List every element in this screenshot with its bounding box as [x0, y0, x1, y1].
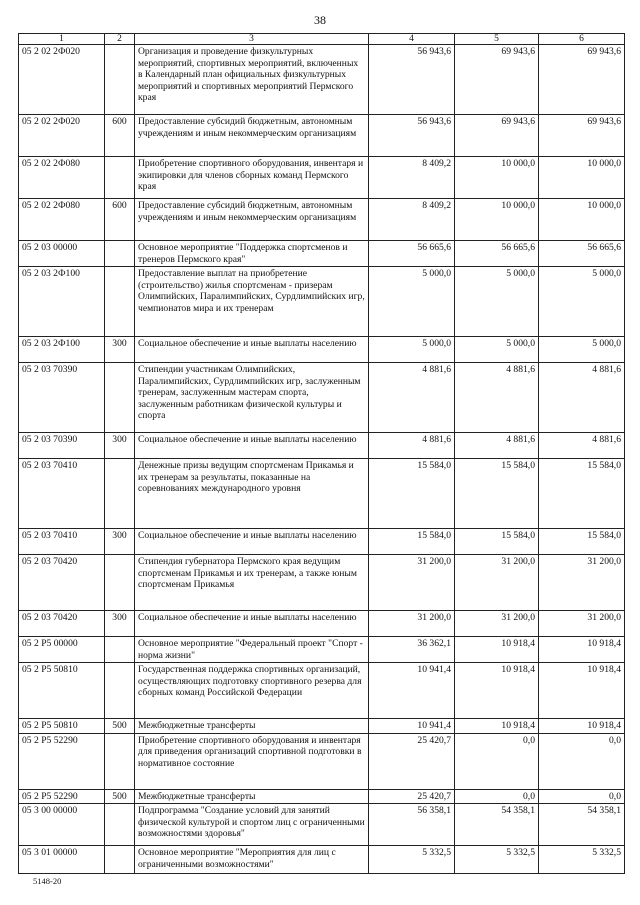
amount-year-1: 31 200,0 — [369, 555, 455, 611]
table-row — [19, 529, 625, 555]
amount-year-1: 4 881,6 — [369, 363, 455, 433]
amount-year-2: 5 000,0 — [455, 337, 539, 363]
item-name: Подпрограмма "Создание условий для занятий физической культурой и спортом лиц с ограниченными возможностями здоровья" — [135, 804, 369, 846]
item-name: Межбюджетные трансферты — [135, 719, 369, 734]
amount-year-2: 10 000,0 — [455, 199, 539, 241]
column-header: 3 — [135, 34, 369, 45]
amount-year-2: 10 918,4 — [455, 637, 539, 663]
amount-year-1: 5 000,0 — [369, 337, 455, 363]
item-name: Основное мероприятие "Мероприятия для лиц с ограниченными возможностями" — [135, 846, 369, 874]
amount-year-2: 5 332,5 — [455, 846, 539, 874]
amount-year-1: 4 881,6 — [369, 433, 455, 459]
document-code: 5148-20 — [33, 876, 62, 886]
amount-year-3: 10 918,4 — [539, 663, 625, 719]
table-row — [19, 804, 625, 846]
item-name: Социальное обеспечение и иные выплаты населению — [135, 337, 369, 363]
amount-year-3: 54 358,1 — [539, 804, 625, 846]
budget-code: 05 3 00 00000 — [19, 804, 105, 846]
item-name: Основное мероприятие "Федеральный проект "Спорт - норма жизни" — [135, 637, 369, 663]
table-row — [19, 733, 625, 789]
item-name: Межбюджетные трансферты — [135, 789, 369, 804]
amount-year-1: 31 200,0 — [369, 611, 455, 637]
amount-year-3: 10 918,4 — [539, 719, 625, 734]
amount-year-1: 15 584,0 — [369, 529, 455, 555]
column-header: 1 — [19, 34, 105, 45]
amount-year-3: 10 000,0 — [539, 199, 625, 241]
expense-type — [105, 459, 135, 529]
amount-year-2: 10 000,0 — [455, 157, 539, 199]
amount-year-3: 15 584,0 — [539, 459, 625, 529]
amount-year-3: 5 000,0 — [539, 337, 625, 363]
amount-year-2: 31 200,0 — [455, 555, 539, 611]
budget-code: 05 2 03 70390 — [19, 433, 105, 459]
budget-code: 05 2 Р5 00000 — [19, 637, 105, 663]
table-row — [19, 789, 625, 804]
table-row — [19, 459, 625, 529]
table-row — [19, 719, 625, 734]
budget-code: 05 2 Р5 52290 — [19, 733, 105, 789]
budget-code: 05 2 02 2Ф020 — [19, 45, 105, 115]
budget-code: 05 2 03 70420 — [19, 611, 105, 637]
amount-year-1: 8 409,2 — [369, 199, 455, 241]
amount-year-2: 69 943,6 — [455, 115, 539, 157]
amount-year-1: 10 941,4 — [369, 719, 455, 734]
expense-type — [105, 241, 135, 267]
column-header: 6 — [539, 34, 625, 45]
amount-year-3: 10 918,4 — [539, 637, 625, 663]
amount-year-2: 15 584,0 — [455, 529, 539, 555]
amount-year-1: 25 420,7 — [369, 733, 455, 789]
item-name: Социальное обеспечение и иные выплаты населению — [135, 529, 369, 555]
budget-code: 05 2 03 70410 — [19, 459, 105, 529]
amount-year-3: 56 665,6 — [539, 241, 625, 267]
table-row — [19, 555, 625, 611]
amount-year-3: 4 881,6 — [539, 433, 625, 459]
amount-year-1: 56 358,1 — [369, 804, 455, 846]
item-name: Социальное обеспечение и иные выплаты населению — [135, 611, 369, 637]
expense-type — [105, 45, 135, 115]
column-header: 4 — [369, 34, 455, 45]
budget-code: 05 2 03 2Ф100 — [19, 337, 105, 363]
table-row — [19, 663, 625, 719]
expense-type: 600 — [105, 199, 135, 241]
item-name: Денежные призы ведущим спортсменам Прикамья и их тренерам за результаты, показанные на соревнованиях международного уровня — [135, 459, 369, 529]
expense-type — [105, 733, 135, 789]
amount-year-1: 56 665,6 — [369, 241, 455, 267]
amount-year-3: 0,0 — [539, 789, 625, 804]
amount-year-2: 10 918,4 — [455, 719, 539, 734]
column-header: 5 — [455, 34, 539, 45]
amount-year-3: 5 332,5 — [539, 846, 625, 874]
item-name: Предоставление выплат на приобретение (строительство) жилья спортсменам - призерам Олимпийских, Паралимпийских, Сурдлимпийских игр, чемпионатов мира и их тренерам — [135, 267, 369, 337]
budget-code: 05 3 01 00000 — [19, 846, 105, 874]
expense-type — [105, 637, 135, 663]
table-row — [19, 846, 625, 874]
amount-year-2: 0,0 — [455, 789, 539, 804]
amount-year-2: 56 665,6 — [455, 241, 539, 267]
amount-year-2: 4 881,6 — [455, 433, 539, 459]
budget-code: 05 2 Р5 50810 — [19, 719, 105, 734]
budget-table — [18, 33, 625, 874]
budget-code: 05 2 02 2Ф080 — [19, 157, 105, 199]
table-row — [19, 199, 625, 241]
table-row — [19, 45, 625, 115]
table-row — [19, 637, 625, 663]
item-name: Основное мероприятие "Поддержка спортсменов и тренеров Пермского края" — [135, 241, 369, 267]
amount-year-1: 56 943,6 — [369, 45, 455, 115]
amount-year-1: 5 000,0 — [369, 267, 455, 337]
table-row — [19, 363, 625, 433]
budget-code: 05 2 Р5 52290 — [19, 789, 105, 804]
expense-type — [105, 663, 135, 719]
item-name: Стипендии участникам Олимпийских, Паралимпийских, Сурдлимпийских игр, заслуженным тренерам, заслуженным мастерам спорта, заслуженным работникам физической культуры и спорта — [135, 363, 369, 433]
amount-year-1: 15 584,0 — [369, 459, 455, 529]
budget-code: 05 2 03 70420 — [19, 555, 105, 611]
budget-code: 05 2 03 00000 — [19, 241, 105, 267]
amount-year-3: 10 000,0 — [539, 157, 625, 199]
item-name: Приобретение спортивного оборудования, инвентаря и экипировки для членов сборных команд Пермского края — [135, 157, 369, 199]
budget-code: 05 2 03 2Ф100 — [19, 267, 105, 337]
expense-type — [105, 363, 135, 433]
expense-type — [105, 555, 135, 611]
amount-year-2: 10 918,4 — [455, 663, 539, 719]
amount-year-3: 15 584,0 — [539, 529, 625, 555]
amount-year-2: 54 358,1 — [455, 804, 539, 846]
table-row — [19, 611, 625, 637]
amount-year-2: 15 584,0 — [455, 459, 539, 529]
item-name: Стипендия губернатора Пермского края ведущим спортсменам Прикамья и их тренерам, а также юным спортсменам Прикамья — [135, 555, 369, 611]
amount-year-3: 69 943,6 — [539, 115, 625, 157]
budget-code: 05 2 Р5 50810 — [19, 663, 105, 719]
expense-type — [105, 846, 135, 874]
table-row — [19, 241, 625, 267]
expense-type: 300 — [105, 529, 135, 555]
amount-year-1: 25 420,7 — [369, 789, 455, 804]
table-body — [19, 45, 625, 874]
item-name: Приобретение спортивного оборудования и инвентаря для приведения организаций спортивной подготовки в нормативное состояние — [135, 733, 369, 789]
table-row — [19, 267, 625, 337]
amount-year-3: 31 200,0 — [539, 611, 625, 637]
amount-year-2: 69 943,6 — [455, 45, 539, 115]
amount-year-3: 69 943,6 — [539, 45, 625, 115]
expense-type: 600 — [105, 115, 135, 157]
item-name: Социальное обеспечение и иные выплаты населению — [135, 433, 369, 459]
table-row — [19, 337, 625, 363]
expense-type — [105, 157, 135, 199]
budget-code: 05 2 02 2Ф020 — [19, 115, 105, 157]
amount-year-2: 5 000,0 — [455, 267, 539, 337]
amount-year-1: 5 332,5 — [369, 846, 455, 874]
expense-type: 300 — [105, 337, 135, 363]
table-row — [19, 433, 625, 459]
column-header: 2 — [105, 34, 135, 45]
item-name: Предоставление субсидий бюджетным, автономным учреждениям и иным некоммерческим организациям — [135, 199, 369, 241]
budget-code: 05 2 03 70390 — [19, 363, 105, 433]
expense-type: 500 — [105, 789, 135, 804]
item-name: Организация и проведение физкультурных мероприятий, спортивных мероприятий, включенных в Календарный план официальных физкультурных мероприятий и спортивных мероприятий Пермского края — [135, 45, 369, 115]
amount-year-3: 5 000,0 — [539, 267, 625, 337]
amount-year-3: 0,0 — [539, 733, 625, 789]
budget-code: 05 2 02 2Ф080 — [19, 199, 105, 241]
page-number: 38 — [314, 13, 326, 27]
item-name: Предоставление субсидий бюджетным, автономным учреждениям и иным некоммерческим организациям — [135, 115, 369, 157]
amount-year-3: 4 881,6 — [539, 363, 625, 433]
table-row — [19, 115, 625, 157]
header-row — [19, 34, 625, 45]
amount-year-1: 10 941,4 — [369, 663, 455, 719]
amount-year-2: 31 200,0 — [455, 611, 539, 637]
amount-year-2: 4 881,6 — [455, 363, 539, 433]
amount-year-1: 56 943,6 — [369, 115, 455, 157]
budget-code: 05 2 03 70410 — [19, 529, 105, 555]
table-row — [19, 157, 625, 199]
expense-type — [105, 804, 135, 846]
amount-year-1: 8 409,2 — [369, 157, 455, 199]
amount-year-1: 36 362,1 — [369, 637, 455, 663]
expense-type: 300 — [105, 611, 135, 637]
amount-year-3: 31 200,0 — [539, 555, 625, 611]
item-name: Государственная поддержка спортивных организаций, осуществляющих подготовку спортивного резерва для сборных команд Российской Федерации — [135, 663, 369, 719]
expense-type: 500 — [105, 719, 135, 734]
amount-year-2: 0,0 — [455, 733, 539, 789]
expense-type: 300 — [105, 433, 135, 459]
expense-type — [105, 267, 135, 337]
